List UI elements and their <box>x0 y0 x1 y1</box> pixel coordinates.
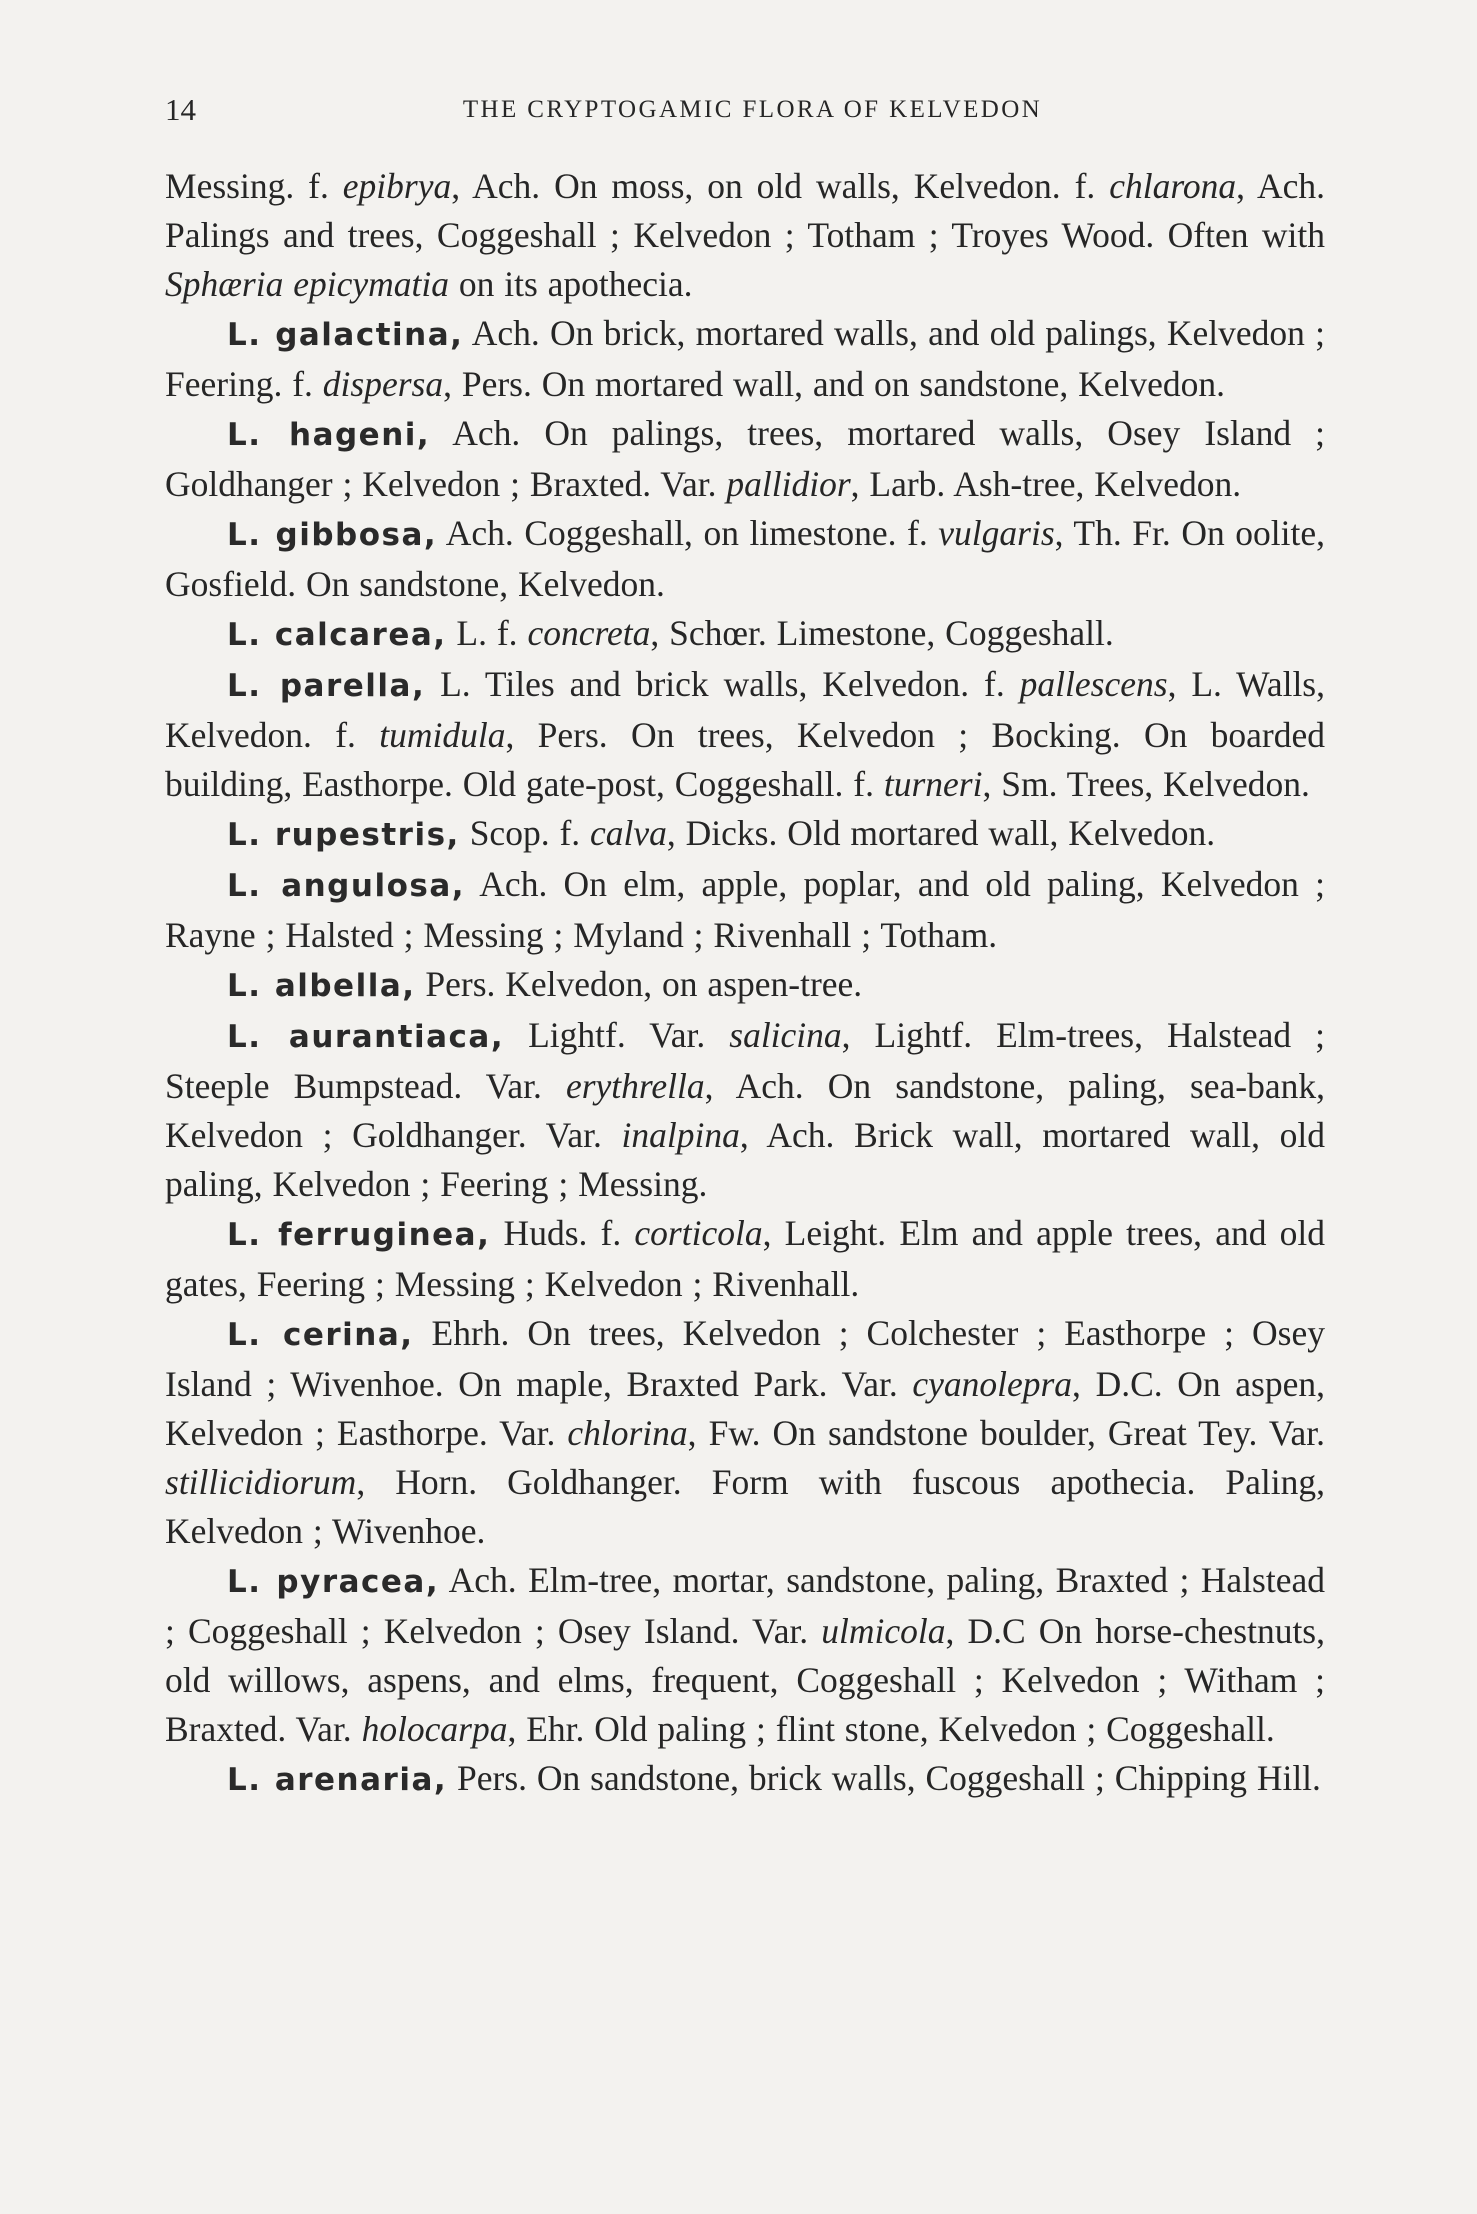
variety-name: Sphæria epicymatia <box>165 264 449 304</box>
species-entry <box>165 609 1325 660</box>
entry-text: , Pers. On trees, Kelvedon ; Bocking. On boarded building, Easthorpe. Old gate-post, Coggeshall. f. <box>165 715 1325 804</box>
variety-name: dispersa <box>322 364 444 404</box>
entry-text: Ach. Coggeshall, on limestone. f. <box>437 513 939 553</box>
species-name: L. galactina, <box>227 317 464 353</box>
variety-name: tumidula <box>379 715 506 755</box>
entry-text: , Lightf. Elm-trees, Halstead ; Steeple Bumpstead. Var. <box>165 1015 1326 1106</box>
species-entry <box>165 309 1325 409</box>
species-entry <box>165 1209 1325 1309</box>
entry-text: , D.C On horse-chestnuts, old willows, aspens, and elms, frequent, Coggeshall ; Kelvedon ; Witham ; Braxted. Var. <box>165 1611 1325 1749</box>
variety-name: vulgaris <box>938 513 1055 553</box>
species-entry <box>165 1309 1325 1556</box>
variety-name: turneri <box>883 764 983 804</box>
entry-text: , Ach. Palings and trees, Coggeshall ; Kelvedon ; Totham ; Troyes Wood. Often with <box>165 166 1326 255</box>
entry-text: on its apothecia. <box>448 264 693 304</box>
variety-name: cyanolepra <box>912 1364 1073 1404</box>
variety-name: ulmicola <box>821 1611 946 1651</box>
variety-name: pallescens <box>1019 664 1168 704</box>
species-name: L. aurantiaca, <box>227 1019 505 1055</box>
species-name: L. ferruginea, <box>227 1217 491 1253</box>
entry-text: Pers. On sandstone, brick walls, Coggeshall ; Chipping Hill. <box>447 1758 1321 1798</box>
species-entry <box>165 860 1325 960</box>
entry-text: L. Tiles and brick walls, Kelvedon. f. <box>425 664 1020 704</box>
variety-name: concreta <box>527 613 651 653</box>
entry-text: Lightf. Var. <box>504 1015 730 1055</box>
species-entry <box>165 1754 1325 1805</box>
entry-text: , Th. Fr. On oolite, Gosfield. On sandstone, Kelvedon. <box>165 513 1325 604</box>
entry-text: Messing. f. <box>165 166 343 206</box>
entry-text: Huds. f. <box>490 1213 635 1253</box>
entry-text: , Sm. Trees, Kelvedon. <box>982 764 1310 804</box>
species-entry <box>165 162 1325 309</box>
species-name: L. parella, <box>227 668 426 704</box>
entry-text: L. f. <box>446 613 528 653</box>
variety-name: epibrya <box>342 166 452 206</box>
variety-name: pallidior <box>726 464 851 504</box>
species-entry <box>165 960 1325 1011</box>
running-title: THE CRYPTOGAMIC FLORA OF KELVEDON <box>462 96 1043 123</box>
entry-text: , Ach. On sandstone, paling, sea-bank, Kelvedon ; Goldhanger. Var. <box>165 1066 1326 1155</box>
variety-name: stillicidiorum <box>165 1462 357 1502</box>
species-name: L. arenaria, <box>227 1762 448 1798</box>
entry-text: , Dicks. Old mortared wall, Kelvedon. <box>666 813 1216 853</box>
entry-text: , Leight. Elm and apple trees, and old gates, Feering ; Messing ; Kelvedon ; Rivenhall. <box>165 1213 1325 1304</box>
page-number: 14 <box>165 92 196 127</box>
species-entry <box>165 809 1325 860</box>
variety-name: chlarona <box>1109 166 1237 206</box>
species-name: L. albella, <box>227 968 416 1004</box>
species-name: L. hageni, <box>227 417 431 453</box>
variety-name: corticola <box>634 1213 763 1253</box>
species-entry <box>165 409 1325 509</box>
entry-text: Ehrh. On trees, Kelvedon ; Colchester ; Easthorpe ; Osey Island ; Wivenhoe. On maple, Braxted Park. Var. <box>165 1313 1325 1404</box>
species-entry <box>165 660 1325 809</box>
entry-text: Scop. f. <box>459 813 591 853</box>
variety-name: holocarpa <box>361 1709 508 1749</box>
species-name: L. angulosa, <box>227 868 466 904</box>
variety-name: erythrella <box>565 1066 705 1106</box>
page-header <box>165 92 1320 132</box>
entry-text: , Horn. Goldhanger. Form with fuscous apothecia. Paling, Kelvedon ; Wivenhoe. <box>165 1462 1325 1551</box>
species-name: L. gibbosa, <box>227 517 438 553</box>
entry-text: Ach. On elm, apple, poplar, and old paling, Kelvedon ; Rayne ; Halsted ; Messing ; Myland ; Rivenhall ; Totham. <box>165 864 1325 955</box>
entry-text: , L. Walls, Kelvedon. f. <box>165 664 1325 755</box>
entry-text: Pers. Kelvedon, on aspen-tree. <box>415 964 863 1004</box>
entry-text: , Larb. Ash-tree, Kelvedon. <box>850 464 1242 504</box>
entry-text: , Ach. On moss, on old walls, Kelvedon. f. <box>451 166 1110 206</box>
entry-text: Ach. On palings, trees, mortared walls, Osey Island ; Goldhanger ; Kelvedon ; Braxted. Var. <box>165 413 1326 504</box>
entry-text: , Schœr. Limestone, Coggeshall. <box>650 613 1114 653</box>
variety-name: calva <box>590 813 667 853</box>
species-name: L. calcarea, <box>227 617 447 653</box>
entry-text: , Ach. Brick wall, mortared wall, old paling, Kelvedon ; Feering ; Messing. <box>165 1115 1326 1204</box>
entry-text: , Ehr. Old paling ; flint stone, Kelvedon ; Coggeshall. <box>507 1709 1275 1749</box>
species-name: L. pyracea, <box>227 1564 440 1600</box>
species-entry <box>165 1556 1325 1754</box>
lichen-species-list <box>165 162 1325 1805</box>
species-name: L. cerina, <box>227 1317 414 1353</box>
variety-name: salicina <box>729 1015 842 1055</box>
entry-text: Ach. On brick, mortared walls, and old palings, Kelvedon ; Feering. f. <box>165 313 1326 404</box>
variety-name: inalpina <box>621 1115 740 1155</box>
entry-text: , Pers. On mortared wall, and on sandstone, Kelvedon. <box>443 364 1226 404</box>
entry-text: , D.C. On aspen, Kelvedon ; Easthorpe. Var. <box>165 1364 1326 1453</box>
species-entry <box>165 1011 1325 1209</box>
entry-text: , Fw. On sandstone boulder, Great Tey. Var. <box>687 1413 1325 1453</box>
species-entry <box>165 509 1325 609</box>
variety-name: chlorina <box>567 1413 688 1453</box>
species-name: L. rupestris, <box>227 817 460 853</box>
entry-text: Ach. Elm-tree, mortar, sandstone, paling, Braxted ; Halstead ; Coggeshall ; Kelvedon ; Osey Island. Var. <box>165 1560 1325 1651</box>
